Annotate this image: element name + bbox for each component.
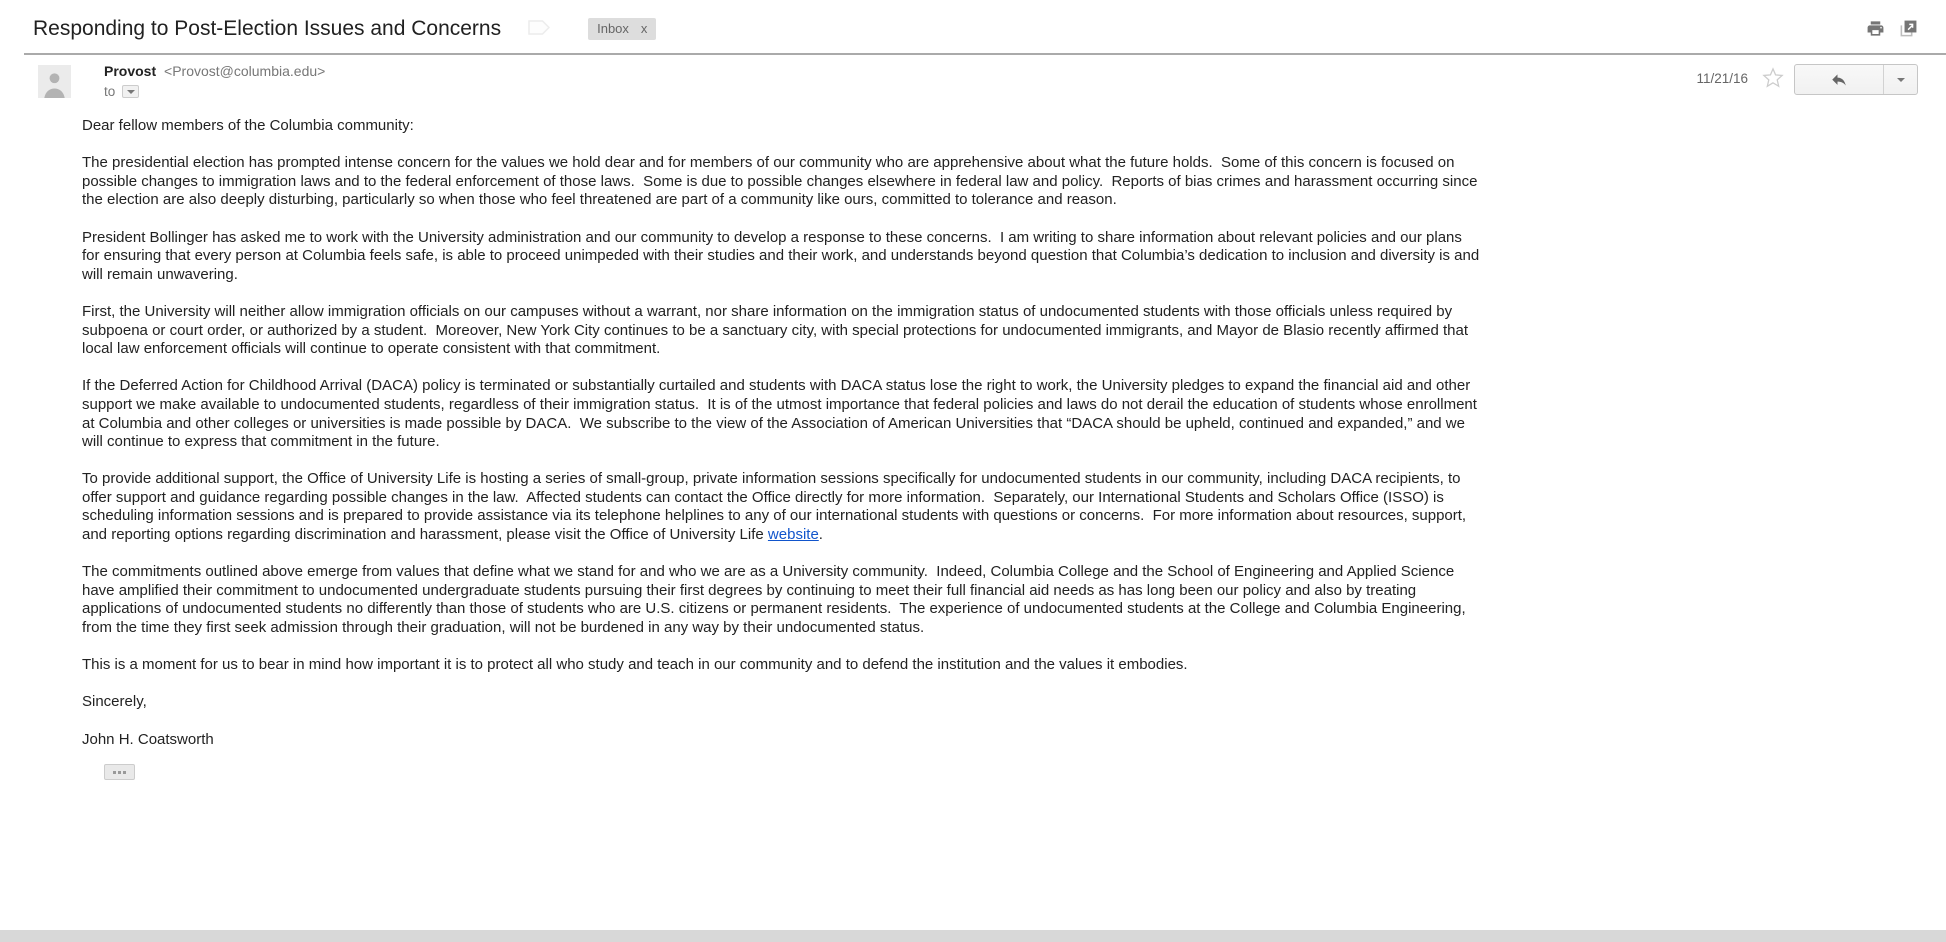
- open-in-new-window-icon: [1899, 19, 1918, 38]
- message-header: [0, 55, 1946, 99]
- sender-email: <Provost@columbia.edu>: [164, 63, 326, 79]
- label-tag-icon: [528, 20, 550, 40]
- paragraph-5: [82, 470, 1480, 544]
- paragraph-2: President Bollinger has asked me to work with the University administration and our community to develop a response to these concerns. I am writing to share information about relevant policies and our plans for ensuring that every person at Columbia feels safe, is able to proceed unimpeded with their studies and their work, and understands beyond question that Columbia’s dedication to inclusion and diversity is and will remain unwavering.: [82, 228, 1484, 283]
- show-trimmed-content-icon: [113, 771, 116, 774]
- paragraph-5-text: To provide additional support, the Office of University Life is hosting a series of small-group, private information sessions specifically for undocumented students in our community, including DACA recipients, to offer support and guidance regarding possible changes in the law. Affected students can contact the Office directly for more information. Separately, our International Students and Scholars Office (ISSO) is scheduling information sessions and is prepared to provide assistance via its telephone helplines to any of our international students with questions or concerns. For more information about resources, support, and reporting options regarding discrimination and harassment, please visit the Office of University Life: [82, 470, 1471, 544]
- message-body: [0, 99, 1508, 780]
- signature: John H. Coatsworth: [82, 730, 214, 748]
- message-date: 11/21/16: [1696, 71, 1748, 86]
- sender-line: [104, 62, 325, 81]
- inbox-label-chip[interactable]: [588, 18, 656, 40]
- print-button[interactable]: [1865, 19, 1885, 39]
- paragraph-4: If the Deferred Action for Childhood Arrival (DACA) policy is terminated or substantially curtailed and students with DACA status lose the right to work, the University pledges to expand the financial aid and other support we make available to undocumented students, regardless of their immigration status. It is of the utmost importance that federal policies and laws do not derail the education of students whose enrollment at Columbia and other colleges or universities is made possible by DACA. We subscribe to the view of the Association of American Universities that “DACA should be upheld, continued and expanded,” and we will continue to express that commitment in the future.: [82, 377, 1482, 451]
- star-button[interactable]: [1762, 67, 1784, 94]
- reply-button-group: [1794, 64, 1918, 95]
- reply-button[interactable]: [1795, 65, 1883, 94]
- inbox-label-text: Inbox: [597, 20, 629, 36]
- sender-name: Provost: [104, 63, 157, 79]
- remove-label-button[interactable]: x: [640, 20, 648, 36]
- show-trimmed-content-button[interactable]: [104, 764, 135, 780]
- email-subject: Responding to Post-Election Issues and Concerns: [33, 16, 502, 40]
- show-trimmed-content-icon: [118, 771, 121, 774]
- paragraph-5-period: .: [818, 526, 823, 544]
- subject-bar: [0, 0, 1946, 53]
- bottom-bar: [0, 930, 1946, 942]
- paragraph-3: First, the University will neither allow immigration officials on our campuses without a warrant, nor share information on the immigration status of undocumented students with those officials unless required by subpoena or court order, or authorized by a student. Moreover, New York City continues to be a sanctuary city, with special protections for undocumented immigrants, and Mayor de Blasio recently affirmed that local law enforcement officials will continue to operate consistent with that commitment.: [82, 302, 1473, 358]
- open-in-new-window-button[interactable]: [1898, 19, 1918, 39]
- person-avatar-icon: [38, 68, 71, 98]
- salutation: Dear fellow members of the Columbia community:: [82, 117, 414, 134]
- star-outline-icon: [1762, 67, 1784, 89]
- website-link[interactable]: website: [767, 526, 819, 544]
- paragraph-6: The commitments outlined above emerge from values that define what we stand for and who we are as a University community. Indeed, Columbia College and the School of Engineering and Applied Science have amplified their commitment to undocumented undergraduate students pursuing their first degrees by continuing to meet their full financial aid needs as has long been our policy and also by treating applications of undocumented students no differently than those of students who are U.S. citizens or permanent residents. The experience of undocumented students at the College and Columbia Engineering, from the time they first seek admission through their graduation, will not be burdened in any way by their undocumented status.: [82, 563, 1470, 637]
- reply-arrow-icon: [1829, 71, 1849, 89]
- show-trimmed-content-icon: [123, 771, 126, 774]
- paragraph-1: The presidential election has prompted intense concern for the values we hold dear and for members of our community who are apprehensive about what the future holds. Some of this concern is focused on possible changes to immigration laws and to the federal enforcement of those laws. Some is due to possible changes elsewhere in federal law and policy. Reports of bias crimes and harassment occurring since the election are also deeply disturbing, particularly so when those who feel threatened are part of a community like ours, committed to tolerance and reason.: [82, 154, 1482, 209]
- more-reply-options-button[interactable]: [1883, 65, 1917, 94]
- chevron-down-icon: [127, 90, 135, 94]
- avatar: [38, 65, 71, 98]
- show-details-button[interactable]: [122, 85, 139, 98]
- printer-icon: [1866, 19, 1885, 38]
- to-label: to: [104, 84, 116, 99]
- closing: Sincerely,: [82, 693, 147, 711]
- chevron-down-icon: [1897, 78, 1905, 82]
- paragraph-7: This is a moment for us to bear in mind how important it is to protect all who study and teach in our community and to defend the institution and the values it embodies.: [82, 656, 1188, 674]
